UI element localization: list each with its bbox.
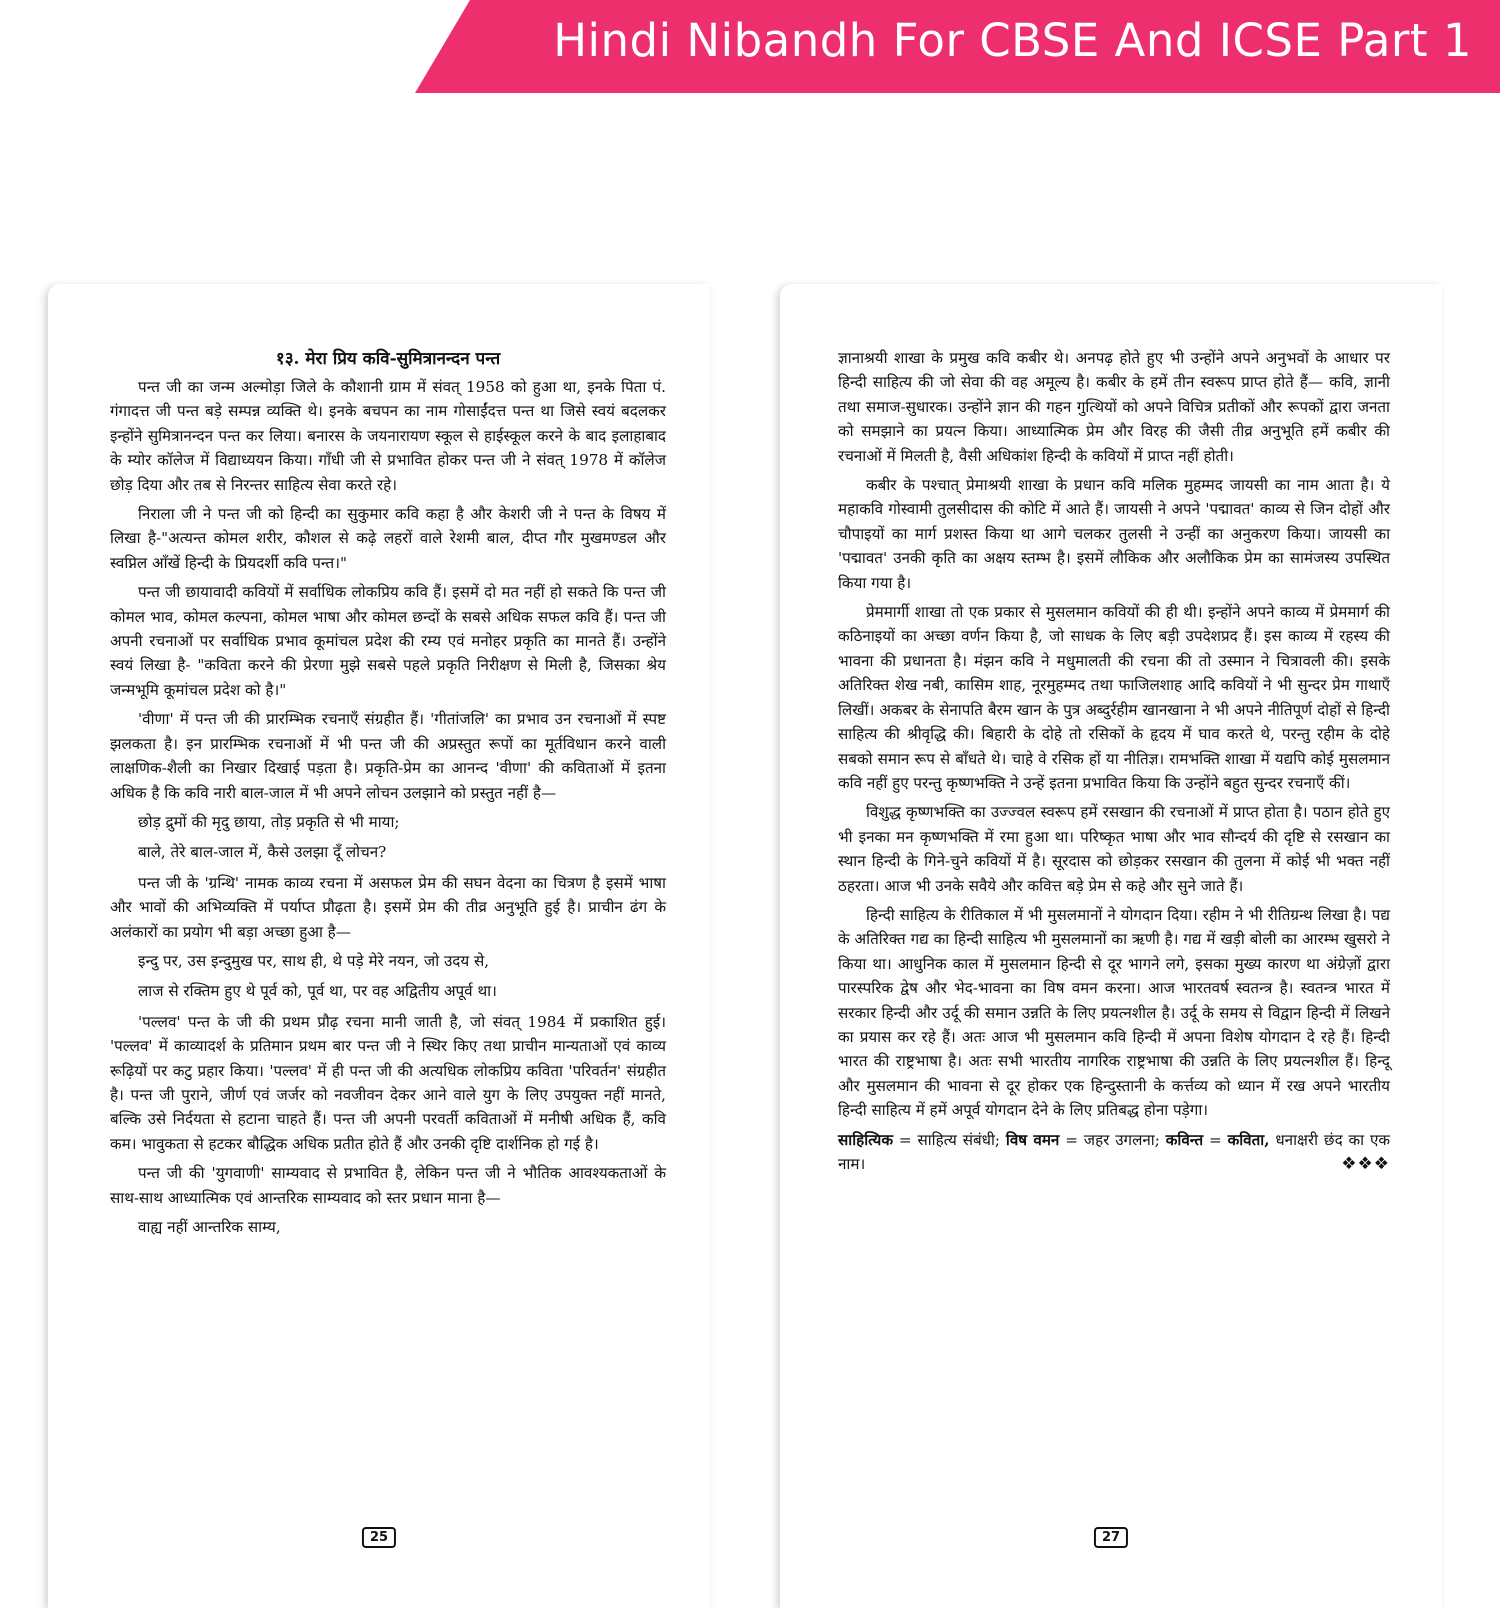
glossary-term: कविता, bbox=[1227, 1130, 1270, 1149]
banner-title: Hindi Nibandh For CBSE And ICSE Part 1 bbox=[553, 14, 1472, 67]
paragraph: पन्त जी का जन्म अल्मोड़ा जिले के कौशानी ग्राम में संवत् 1958 को हुआ था, इनके पिता पं. गंगादत्त जी पन्त बड़े सम्पन्न व्यक्ति थे। इनके बचपन का नाम गोसाईंदत्त पन्त था जिसे स्वयं बदलकर इन्होंने सुमित्रानन्दन पन्त कर लिया। बनारस के जयनारायण स्कूल से हाईस्कूल करने के बाद इलाहाबाद के म्योर कॉलेज में विद्याध्ययन किया। गाँधी जी से प्रभावित होकर पन्त जी ने संवत् 1978 में कॉलेज छोड़ दिया और तब से निरन्तर साहित्य सेवा करते रहे। bbox=[110, 378, 666, 494]
paragraph: ज्ञानाश्रयी शाखा के प्रमुख कवि कबीर थे। अनपढ़ होते हुए भी उन्होंने अपने अनुभवों के आधार पर हिन्दी साहित्य की जो सेवा की वह अमूल्य है। कबीर के हमें तीन स्वरूप प्राप्त होते हैं— कवि, ज्ञानी तथा समाज-सुधारक। उन्होंने ज्ञान की गहन गुत्थियों को अपने विचित्र प्रतीकों और रूपकों द्वारा जनता को समझाने का प्रयत्न किया। आध्यात्मिक प्रेम और विरह की जैसी तीव्र अनुभूति हमें कबीर की रचनाओं में मिलती है, वैसी अधिकांश हिन्दी के कवियों में प्राप्त नहीं होती। bbox=[838, 349, 1390, 465]
left-page bbox=[48, 284, 710, 1608]
paragraph: प्रेममार्गी शाखा तो एक प्रकार से मुसलमान कवियों की ही थी। इन्होंने अपने काव्य में प्रेममार्ग की कठिनाइयों का अच्छा वर्णन किया है, जो साधक के लिए बड़ी उपदेशप्रद हैं। इस काव्य में रहस्य की भावना की प्रधानता है। मंझन कवि ने मधुमालती की रचना की तो उस्मान ने चित्रावली की। इसके अतिरिक्त शेख नबी, कासिम शाह, नूरमुहम्मद तथा फाजिलशाह आदि कवियों ने भी सुन्दर प्रेम गाथाएँ लिखीं। अकबर के सेनापति बैरम खान के पुत्र अब्दुर्रहीम खानखाना ने भी अपने नीतिपूर्ण दोहों से हिन्दी साहित्य की श्रीवृद्धि की। बिहारी के दोहे तो रसिकों के हृदय में घाव करते थे, परन्तु रहीम के दोहे सबको समान रूप से बाँधते थे। चाहे वे रसिक हों या नीतिज्ञ। रामभक्ति शाखा में यद्यपि कोई मुसलमान कवि नहीं हुए परन्तु कृष्णभक्ति ने उन्हें इतना प्रभावित किया कि उन्होंने बहुत सुन्दर रचनाएँ कीं। bbox=[838, 603, 1390, 792]
right-page bbox=[780, 284, 1442, 1608]
paragraph: हिन्दी साहित्य के रीतिकाल में भी मुसलमानों ने योगदान दिया। रहीम ने भी रीतिग्रन्थ लिखा है। पद्य के अतिरिक्त गद्य का हिन्दी साहित्य भी मुसलमानों का ऋणी है। गद्य में खड़ी बोली का आरम्भ खुसरो ने किया था। आधुनिक काल में मुसलमान हिन्दी से दूर भागने लगे, इसका मुख्य कारण था अंग्रेज़ों द्वारा पारस्परिक द्वेष और भेद-भावना का विष वमन करना। आज भारतवर्ष स्वतन्त्र है। स्वतन्त्र भारत में सरकार हिन्दी और उर्दू की समान उन्नति के लिए प्रयत्नशील है। उर्दू के समय से विद्वान हिन्दी में लिखने का प्रयास कर रहे हैं। अतः आज भी मुसलमान कवि हिन्दी में अपना विशेष योगदान दे रहे हैं। हिन्दी भारत की राष्ट्रभाषा है। अतः सभी भारतीय नागरिक राष्ट्रभाषा की उन्नति के लिए प्रयत्नशील हैं। हिन्दू और मुसलमान की भावना से दूर होकर एक हिन्दुस्तानी के कर्त्तव्य को ध्यान में रख अपने भारतीय हिन्दी साहित्य में हमें अपूर्व योगदान देने के लिए प्रतिबद्ध होना पड़ेगा। bbox=[838, 905, 1390, 1120]
glossary-definition: धनाक्षरी छंद का एक नाम। bbox=[838, 1130, 1391, 1173]
paragraph: 'वीणा' में पन्त जी की प्रारम्भिक रचनाएँ संग्रहीत हैं। 'गीतांजलि' का प्रभाव उन रचनाओं में स्पष्ट झलकता है। इन प्रारम्भिक रचनाओं में भी पन्त जी की अप्रस्तुत रूपों का मूर्तविधान करने वाली लाक्षणिक-शैली का निखार दिखाई पड़ता है। प्रकृति-प्रेम का आनन्द 'वीणा' की कविताओं में इतना अधिक है कि कवि नारी बाल-जाल में भी अपने लोचन उलझाने को प्रस्तुत नहीं है— bbox=[110, 710, 666, 802]
essay-heading: १३. मेरा प्रिय कवि-सुमित्रानन्दन पन्त bbox=[275, 349, 501, 369]
glossary-term: विष वमन bbox=[1005, 1130, 1060, 1149]
verse-line: इन्दु पर, उस इन्दुमुख पर, साथ ही, थे पड़े मेरे नयन, जो उदय से, bbox=[138, 951, 490, 970]
verse-line: लाज से रक्तिम हुए थे पूर्व को, पूर्व था, पर वह अद्वितीय अपूर्व था। bbox=[138, 982, 497, 1001]
glossary bbox=[838, 1128, 1390, 1177]
paragraph: निराला जी ने पन्त जी को हिन्दी का सुकुमार कवि कहा है और केशरी जी ने पन्त के विषय में लिखा है-"अत्यन्त कोमल शरीर, कौशल से कढ़े लहरों वाले रेशमी बाल, दीप्त गौर मुखमण्डल और स्वप्निल आँखें हिन्दी के प्रियदर्शी कवि पन्त।" bbox=[110, 505, 666, 572]
paragraph: पन्त जी की 'युगवाणी' साम्यवाद से प्रभावित है, लेकिन पन्त जी ने भौतिक आवश्यकताओं के साथ-साथ आध्यात्मिक एवं आन्तरिक साम्यवाद को स्तर प्रधान माना है— bbox=[110, 1164, 666, 1207]
verse-line: छोड़ द्रुमों की मृदु छाया, तोड़ प्रकृति से भी माया; bbox=[138, 812, 400, 831]
glossary-term: साहित्यिक bbox=[838, 1130, 894, 1149]
glossary-definition: = bbox=[1203, 1130, 1228, 1149]
paragraph: 'पल्लव' पन्त के जी की प्रथम प्रौढ़ रचना मानी जाती है, जो संवत् 1984 में प्रकाशित हुई। 'पल्लव' में काव्यादर्श के प्रतिमान प्रथम बार पन्त जी ने स्थिर किए तथा प्राचीन मान्यताओं एवं काव्य रूढ़ियों पर कटु प्रहार किया। 'पल्लव' में ही पन्त जी की अत्यधिक लोकप्रिय कविता 'परिवर्तन' संग्रहीत है। पन्त जी पुराने, जीर्ण एवं जर्जर को नवजीवन देकर आने वाले युग के लिए उपयुक्त नहीं मानते, बल्कि उसे निर्दयता से हटाना चाहते हैं। पन्त जी अपनी परवर्ती कविताओं में मनीषी अधिक हैं, कवि कम। भावुकता से हटकर बौद्धिक अधिक प्रतीत होते हैं और उनकी दृष्टि दार्शनिक हो गई है। bbox=[110, 1012, 666, 1153]
glossary-definition: = जहर उगलना; bbox=[1059, 1130, 1166, 1149]
page-number: 27 bbox=[1094, 1527, 1128, 1548]
paragraph: पन्त जी के 'ग्रन्थि' नामक काव्य रचना में असफल प्रेम की सघन वेदना का चित्रण है इसमें भाषा और भावों की अभिव्यक्ति में पर्याप्त प्रौढ़ता है। इसमें प्रेम की तीव्र अनुभूति हुई है। प्राचीन ढंग के अलंकारों का प्रयोग भी बड़ा अच्छा हुआ है— bbox=[110, 873, 666, 941]
verse-line: बाले, तेरे बाल-जाल में, कैसे उलझा दूँ लोचन? bbox=[138, 843, 387, 862]
paragraph: पन्त जी छायावादी कवियों में सर्वाधिक लोकप्रिय कवि हैं। इसमें दो मत नहीं हो सकते कि पन्त जी कोमल भाव, कोमल कल्पना, कोमल भाषा और कोमल छन्दों के सबसे अधिक सफल कवि हैं। पन्त जी अपनी रचनाओं पर सर्वाधिक प्रभाव कूमांचल प्रदेश की रम्य एवं मनोहर प्रकृति का मानते हैं। उन्होंने स्वयं लिखा है- "कविता करने की प्रेरणा मुझे सबसे पहले प्रकृति निरीक्षण से मिली है, जिसका श्रेय जन्मभूमि कूमांचल प्रदेश को है।" bbox=[110, 583, 666, 699]
banner bbox=[0, 0, 1500, 93]
glossary-term: कविन्त bbox=[1165, 1130, 1204, 1149]
end-mark: ❖❖❖ bbox=[1341, 1154, 1390, 1174]
paragraph: विशुद्ध कृष्णभक्ति का उज्ज्वल स्वरूप हमें रसखान की रचनाओं में प्राप्त होता है। पठान होते हुए भी इनका मन कृष्णभक्ति में रमा हुआ था। परिष्कृत भाषा और भाव सौन्दर्य की दृष्टि से रसखान का स्थान हिन्दी के गिने-चुने कवियों में है। सूरदास को छोड़कर रसखान की तुलना में कोई भी भक्त नहीं ठहरता। आज भी उनके सवैये और कवित्त बड़े प्रेम से कहे और सुने जाते हैं। bbox=[838, 803, 1390, 895]
glossary-definition: = साहित्य संबंधी; bbox=[893, 1130, 1006, 1149]
verse-line: वाह्य नहीं आन्तरिक साम्य, bbox=[138, 1218, 281, 1236]
page-number: 25 bbox=[362, 1527, 396, 1548]
paragraph: कबीर के पश्चात् प्रेमाश्रयी शाखा के प्रधान कवि मलिक मुहम्मद जायसी का नाम आता है। ये महाकवि गोस्वामी तुलसीदास की कोटि में आते हैं। जायसी ने अपने 'पद्मावत' काव्य से जिन दोहों और चौपाइयों का मार्ग प्रशस्त किया था आगे चलकर तुलसी ने उन्हीं का अनुकरण किया। जायसी का 'पद्मावत' उनकी कृति का अक्षय स्तम्भ है। इसमें लौकिक और अलौकिक प्रेम का सामंजस्य उपस्थित किया गया है। bbox=[838, 476, 1390, 592]
